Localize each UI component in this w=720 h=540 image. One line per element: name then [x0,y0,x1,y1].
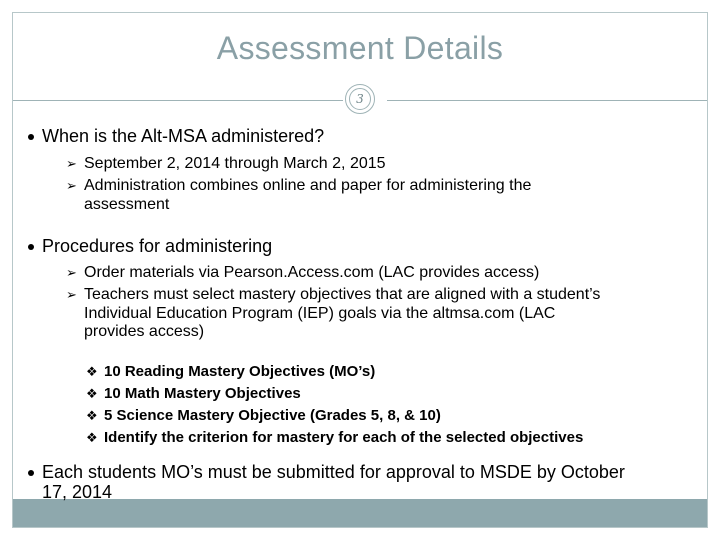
section2-subitem-1: ❖ 10 Reading Mastery Objectives (MO’s) [86,363,376,380]
arrow-bullet-icon: ➢ [66,178,77,193]
section2-item-2-cont2: provides access) [84,323,205,340]
diamond-bullet-icon: ❖ [86,364,98,379]
slide-title: Assessment Details [216,30,504,66]
arrow-bullet-icon: ➢ [66,287,77,302]
section2-item-1: ➢ Order materials via Pearson.Access.com (LAC provides access) [66,264,540,281]
diamond-bullet-icon: ❖ [86,430,98,445]
section1-item-2-cont: assessment [84,196,170,213]
section1-heading: When is the Alt-MSA administered? [42,126,324,147]
diamond-bullet-icon: ❖ [86,386,98,401]
section3-heading: Each students MO’s must be submitted for approval to MSDE by October [42,462,625,483]
bottom-accent-bar [13,499,707,527]
section2-heading: Procedures for administering [42,236,272,257]
section2-item-2: ➢ Teachers must select mastery objectives that are aligned with a student’s [66,286,601,303]
section2-item-2-cont1: Individual Education Program (IEP) goals via the altmsa.com (LAC [84,305,556,322]
title-divider-left [13,100,343,101]
title-divider-right [387,100,707,101]
section2-subitem-3: ❖ 5 Science Mastery Objective (Grades 5, 8, & 10) [86,407,441,424]
page-number: 3 [349,88,371,110]
bullet-dot-icon [28,470,34,476]
section2-subitem-2: ❖ 10 Math Mastery Objectives [86,385,301,402]
section3-heading-cont: 17, 2014 [42,482,113,502]
section2-subitem-4: ❖ Identify the criterion for mastery for each of the selected objectives [86,429,584,446]
page-number-badge [345,84,375,114]
bullet-dot-icon [28,134,34,140]
bullet-dot-icon [28,244,34,250]
section1-item-2: ➢ Administration combines online and paper for administering the [66,177,532,194]
section1-item-1: ➢ September 2, 2014 through March 2, 2015 [66,155,386,172]
arrow-bullet-icon: ➢ [66,156,77,171]
diamond-bullet-icon: ❖ [86,408,98,423]
arrow-bullet-icon: ➢ [66,265,77,280]
